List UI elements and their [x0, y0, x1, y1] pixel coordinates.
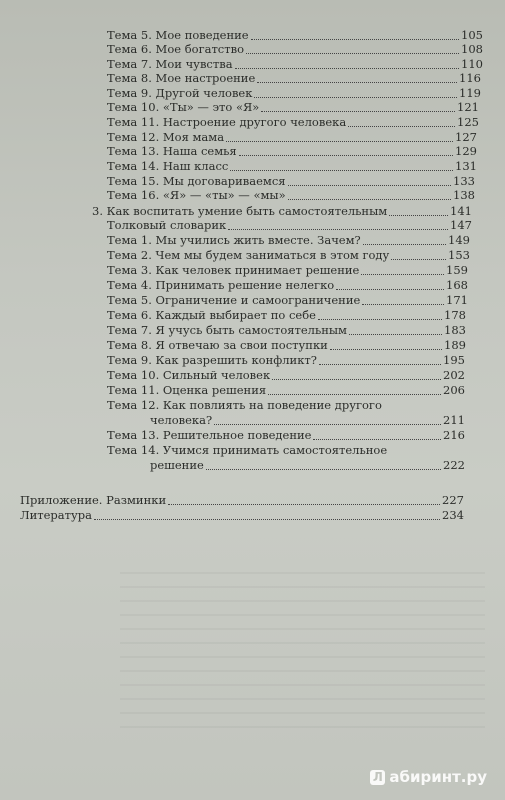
dot-leader — [349, 334, 442, 335]
toc-entry — [20, 493, 464, 508]
dot-leader — [391, 259, 446, 260]
dot-leader — [336, 289, 444, 290]
dot-leader — [330, 349, 442, 350]
toc-entry — [107, 100, 479, 115]
toc-entry-page: 183 — [444, 323, 466, 337]
dot-leader — [272, 379, 441, 380]
toc-entry-title: Тема 3. Как человек принимает решение — [107, 263, 360, 277]
dot-leader — [257, 82, 457, 83]
dot-leader — [235, 68, 459, 69]
toc-entry-page: 206 — [443, 383, 465, 397]
toc-entry-page: 202 — [443, 368, 465, 382]
toc-entry-page: 121 — [457, 100, 479, 114]
toc-entry-title: Тема 4. Принимать решение нелегко — [107, 278, 335, 292]
toc-entry-page: 153 — [448, 248, 470, 262]
toc-entry-page: 127 — [455, 130, 477, 144]
toc-entry-title: Тема 14. Учимся принимать самостоятельное — [107, 443, 388, 457]
toc-entry-page: 149 — [448, 233, 470, 247]
dot-leader — [226, 141, 453, 142]
toc-entry — [107, 353, 465, 368]
dot-leader — [313, 439, 441, 440]
toc-entry-page: 108 — [461, 42, 483, 56]
dot-leader — [206, 469, 441, 470]
toc-entry-title: Тема 14. Наш класс — [107, 159, 229, 173]
toc-entry-title: Тема 10. Сильный человек — [107, 368, 271, 382]
toc-entry — [107, 293, 468, 308]
toc-entry-page: 138 — [453, 188, 475, 202]
toc-entry-page: 189 — [444, 338, 466, 352]
toc-entry-title: Тема 9. Другой человек — [107, 86, 253, 100]
toc-entry-page: 195 — [443, 353, 465, 367]
toc-entry — [107, 174, 475, 189]
toc-entry-title: Тема 11. Оценка решения — [107, 383, 267, 397]
toc-entry-title: Тема 6. Каждый выбирает по себе — [107, 308, 316, 322]
toc-entry-title: Толковый словарик — [107, 218, 227, 232]
toc-entry — [92, 204, 472, 219]
dot-leader — [94, 519, 440, 520]
toc-entry-page: 141 — [450, 204, 472, 218]
toc-entry-page: 216 — [443, 428, 465, 442]
toc-entry — [107, 398, 465, 413]
toc-entry-page: 171 — [446, 293, 468, 307]
toc-entry — [107, 57, 483, 72]
dot-leader — [319, 364, 441, 365]
toc-entry-title: Тема 13. Решительное поведение — [107, 428, 312, 442]
toc-entry-page: 147 — [450, 218, 472, 232]
toc-entry — [107, 278, 468, 293]
toc-entry-title: Тема 5. Мое поведение — [107, 28, 249, 42]
toc-entry — [107, 144, 477, 159]
toc-entry-title: Тема 5. Ограничение и самоограничение — [107, 293, 361, 307]
toc-entry-page: 227 — [442, 493, 464, 507]
dot-leader — [228, 229, 448, 230]
toc-entry — [107, 263, 468, 278]
toc-entry — [107, 42, 483, 57]
toc-entry-title: Тема 13. Наша семья — [107, 144, 237, 158]
toc-entry-title: Тема 2. Чем мы будем заниматься в этом году — [107, 248, 390, 262]
toc-entry — [150, 413, 465, 428]
toc-entry — [107, 115, 479, 130]
toc-entry-title: Тема 12. Моя мама — [107, 130, 225, 144]
dot-leader — [254, 97, 457, 98]
dot-leader — [362, 304, 444, 305]
toc-entry-title: Тема 11. Настроение другого человека — [107, 115, 347, 129]
toc-entry-title: Приложение. Разминки — [20, 493, 167, 507]
dot-leader — [268, 394, 441, 395]
toc-entry — [107, 86, 481, 101]
toc-entry-title: Тема 1. Мы учились жить вместе. Зачем? — [107, 233, 361, 247]
toc-entry-page: 131 — [455, 159, 477, 173]
toc-entry — [107, 308, 466, 323]
toc-entry-title: Тема 8. Мое настроение — [107, 71, 256, 85]
toc-entry-title: Тема 8. Я отвечаю за свои поступки — [107, 338, 328, 352]
toc-entry — [107, 233, 470, 248]
toc-entry-page: 168 — [446, 278, 468, 292]
toc-entry-title: Тема 12. Как повлиять на поведение другого — [107, 398, 382, 412]
toc-entry-page: 211 — [443, 413, 465, 427]
watermark-logo-icon: Л — [370, 770, 385, 785]
dot-leader — [361, 274, 444, 275]
bleed-through-text — [120, 560, 485, 740]
dot-leader — [246, 53, 459, 54]
dot-leader — [348, 126, 455, 127]
toc-entry — [107, 130, 477, 145]
dot-leader — [288, 185, 451, 186]
toc-entry — [107, 28, 483, 43]
toc-entry — [150, 458, 465, 473]
dot-leader — [214, 424, 441, 425]
dot-leader — [318, 319, 442, 320]
toc-entry-title: решение — [150, 458, 204, 472]
toc-entry — [20, 508, 464, 523]
toc-entry-page: 222 — [443, 458, 465, 472]
toc-entry-title: Тема 15. Мы договариваемся — [107, 174, 286, 188]
toc-entry-page: 116 — [459, 71, 481, 85]
toc-entry-title: Тема 7. Мои чувства — [107, 57, 233, 71]
toc-entry-page: 119 — [459, 86, 481, 100]
toc-entry-title: Тема 9. Как разрешить конфликт? — [107, 353, 317, 367]
dot-leader — [168, 504, 440, 505]
toc-entry-page: 125 — [457, 115, 479, 129]
toc-entry-title: Тема 16. «Я» — «ты» — «мы» — [107, 188, 286, 202]
toc-entry-page: 178 — [444, 308, 466, 322]
toc-entry — [107, 71, 481, 86]
dot-leader — [239, 155, 453, 156]
toc-entry — [107, 323, 466, 338]
toc-entry — [107, 383, 465, 398]
toc-entry-page: 105 — [461, 28, 483, 42]
dot-leader — [230, 170, 453, 171]
toc-entry — [107, 368, 465, 383]
toc-entry — [107, 443, 465, 458]
dot-leader — [363, 244, 446, 245]
toc-entry-title: Тема 7. Я учусь быть самостоятельным — [107, 323, 347, 337]
labirint-watermark — [370, 768, 487, 786]
toc-entry-page: 234 — [442, 508, 464, 522]
toc-entry-title: Тема 6. Мое богатство — [107, 42, 245, 56]
toc-entry — [107, 428, 465, 443]
toc-entry-title: человека? — [150, 413, 213, 427]
toc-entry-title: Литература — [20, 508, 92, 522]
toc-entry — [107, 188, 475, 203]
toc-entry — [107, 338, 466, 353]
toc-entry-page: 133 — [453, 174, 475, 188]
toc-entry-page: 129 — [455, 144, 477, 158]
toc-entry-title: 3. Как воспитать умение быть самостоятельным — [92, 204, 388, 218]
watermark-text: абиринт.ру — [389, 768, 487, 786]
dot-leader — [251, 39, 459, 40]
dot-leader — [288, 199, 451, 200]
dot-leader — [389, 215, 448, 216]
toc-entry-page: 159 — [446, 263, 468, 277]
toc-entry-page: 110 — [461, 57, 483, 71]
dot-leader — [261, 111, 455, 112]
toc-entry — [107, 218, 472, 233]
toc-entry — [107, 248, 470, 263]
toc-entry — [107, 159, 477, 174]
toc-entry-title: Тема 10. «Ты» — это «Я» — [107, 100, 260, 114]
